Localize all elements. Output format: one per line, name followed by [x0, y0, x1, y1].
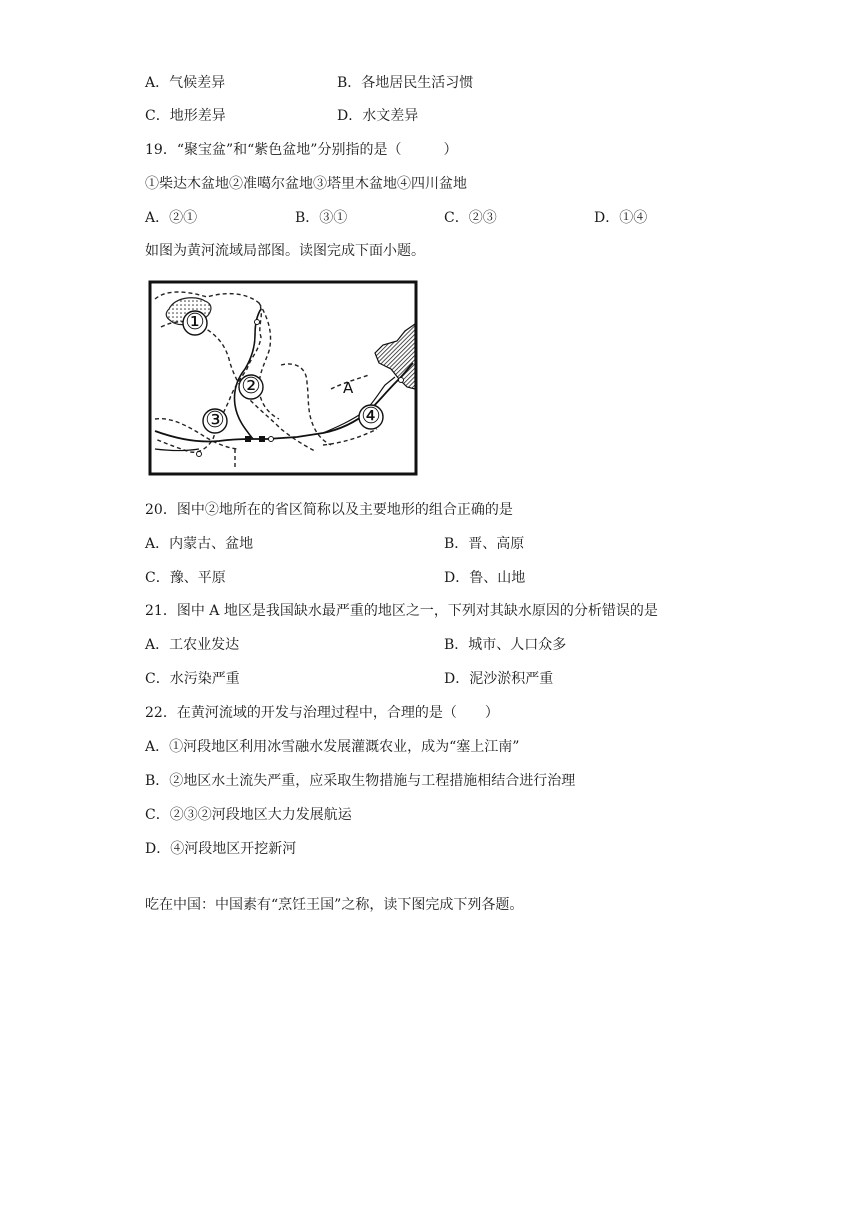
q19-list: ①柴达木盆地②准噶尔盆地③塔里木盆地④四川盆地	[145, 176, 467, 192]
option-letter: A．	[145, 75, 170, 91]
map-intro: 如图为黄河流域局部图。读图完成下面小题。	[145, 243, 425, 259]
q21-option-a	[145, 635, 239, 655]
option-text: ④河段地区开挖新河	[170, 841, 297, 857]
food-intro: 吃在中国：中国素有“烹饪王国”之称，读下图完成下列各题。	[145, 897, 524, 913]
option-letter: B．	[337, 75, 362, 91]
option-text: ③①	[319, 210, 348, 226]
option-text: ②③②河段地区大力发展航运	[169, 807, 352, 823]
q22-option-c	[145, 805, 352, 825]
option-text: 内蒙古、盆地	[169, 536, 254, 552]
option-text: 晋、高原	[468, 536, 525, 552]
label-4	[359, 404, 383, 429]
q22-option-a	[145, 737, 519, 757]
option-text: ②③	[468, 210, 497, 226]
q21-option-d	[444, 669, 553, 689]
city-dot	[197, 452, 202, 457]
q20-option-c	[145, 568, 226, 588]
option-letter: A．	[145, 536, 170, 552]
q18-option-c	[145, 106, 226, 126]
q19-option-c	[444, 208, 497, 228]
option-text: 城市、人口众多	[468, 637, 567, 653]
option-letter: C．	[145, 108, 170, 124]
option-letter: A．	[145, 637, 170, 653]
label-1	[183, 310, 207, 335]
option-text: 豫、平原	[169, 570, 226, 586]
option-letter: B．	[295, 210, 320, 226]
option-text: 地形差异	[169, 108, 226, 124]
option-letter: C．	[145, 570, 170, 586]
option-letter: C．	[444, 210, 469, 226]
city-dot	[269, 437, 274, 442]
q18-option-b	[337, 73, 473, 93]
option-text: 泥沙淤积严重	[469, 671, 554, 687]
option-letter: C．	[145, 671, 170, 687]
q18-option-a	[145, 73, 225, 93]
option-text: 水污染严重	[169, 671, 240, 687]
option-letter: A．	[145, 210, 170, 226]
q21-option-c	[145, 669, 240, 689]
label-3	[203, 408, 227, 433]
q21-stem: 21．图中 A 地区是我国缺水最严重的地区之一，下列对其缺水原因的分析错误的是	[145, 603, 658, 619]
option-letter: D．	[444, 671, 470, 687]
label-2	[239, 374, 263, 399]
option-letter: A．	[145, 739, 170, 755]
option-letter: D．	[145, 841, 171, 857]
rail-marker	[245, 436, 251, 442]
option-letter: D．	[444, 570, 470, 586]
city-dot	[255, 320, 260, 325]
q19-stem: 19．“聚宝盆”和“紫色盆地”分别指的是（ ）	[145, 142, 458, 158]
q22-stem: 22．在黄河流域的开发与治理过程中，合理的是（ ）	[145, 705, 499, 721]
label-a: A	[343, 379, 354, 397]
q21-option-b	[444, 635, 566, 655]
q19-option-b	[295, 208, 347, 228]
q19-option-d	[594, 208, 647, 228]
q22-option-d	[145, 839, 296, 859]
option-letter: B．	[444, 536, 469, 552]
option-text: 各地居民生活习惯	[361, 75, 474, 91]
label-3-text: ③	[205, 408, 225, 433]
option-letter: B．	[444, 637, 469, 653]
option-text: 工农业发达	[169, 637, 240, 653]
option-text: ①④	[619, 210, 648, 226]
option-letter: D．	[594, 210, 620, 226]
rail-marker	[259, 436, 265, 442]
option-text: 气候差异	[169, 75, 226, 91]
label-1-text: ①	[185, 310, 205, 335]
q19-option-a	[145, 208, 197, 228]
option-letter: D．	[337, 108, 363, 124]
q20-option-a	[145, 534, 253, 554]
option-text: ②①	[169, 210, 198, 226]
option-text: ①河段地区利用冰雪融水发展灌溉农业，成为“塞上江南”	[169, 739, 520, 755]
q22-option-b	[145, 771, 575, 791]
q20-option-d	[444, 568, 525, 588]
option-text: 鲁、山地	[469, 570, 526, 586]
city-dot	[399, 378, 404, 383]
label-4-text: ④	[361, 404, 381, 429]
option-text: ②地区水土流失严重，应采取生物措施与工程措施相结合进行治理	[169, 773, 576, 789]
yellow-river-map	[147, 279, 419, 477]
option-text: 水文差异	[362, 108, 419, 124]
option-letter: B．	[145, 773, 170, 789]
q20-option-b	[444, 534, 524, 554]
option-letter: C．	[145, 807, 170, 823]
q20-stem: 20．图中②地所在的省区简称以及主要地形的组合正确的是	[145, 502, 513, 518]
q18-option-d	[337, 106, 418, 126]
label-2-text: ②	[241, 374, 261, 399]
